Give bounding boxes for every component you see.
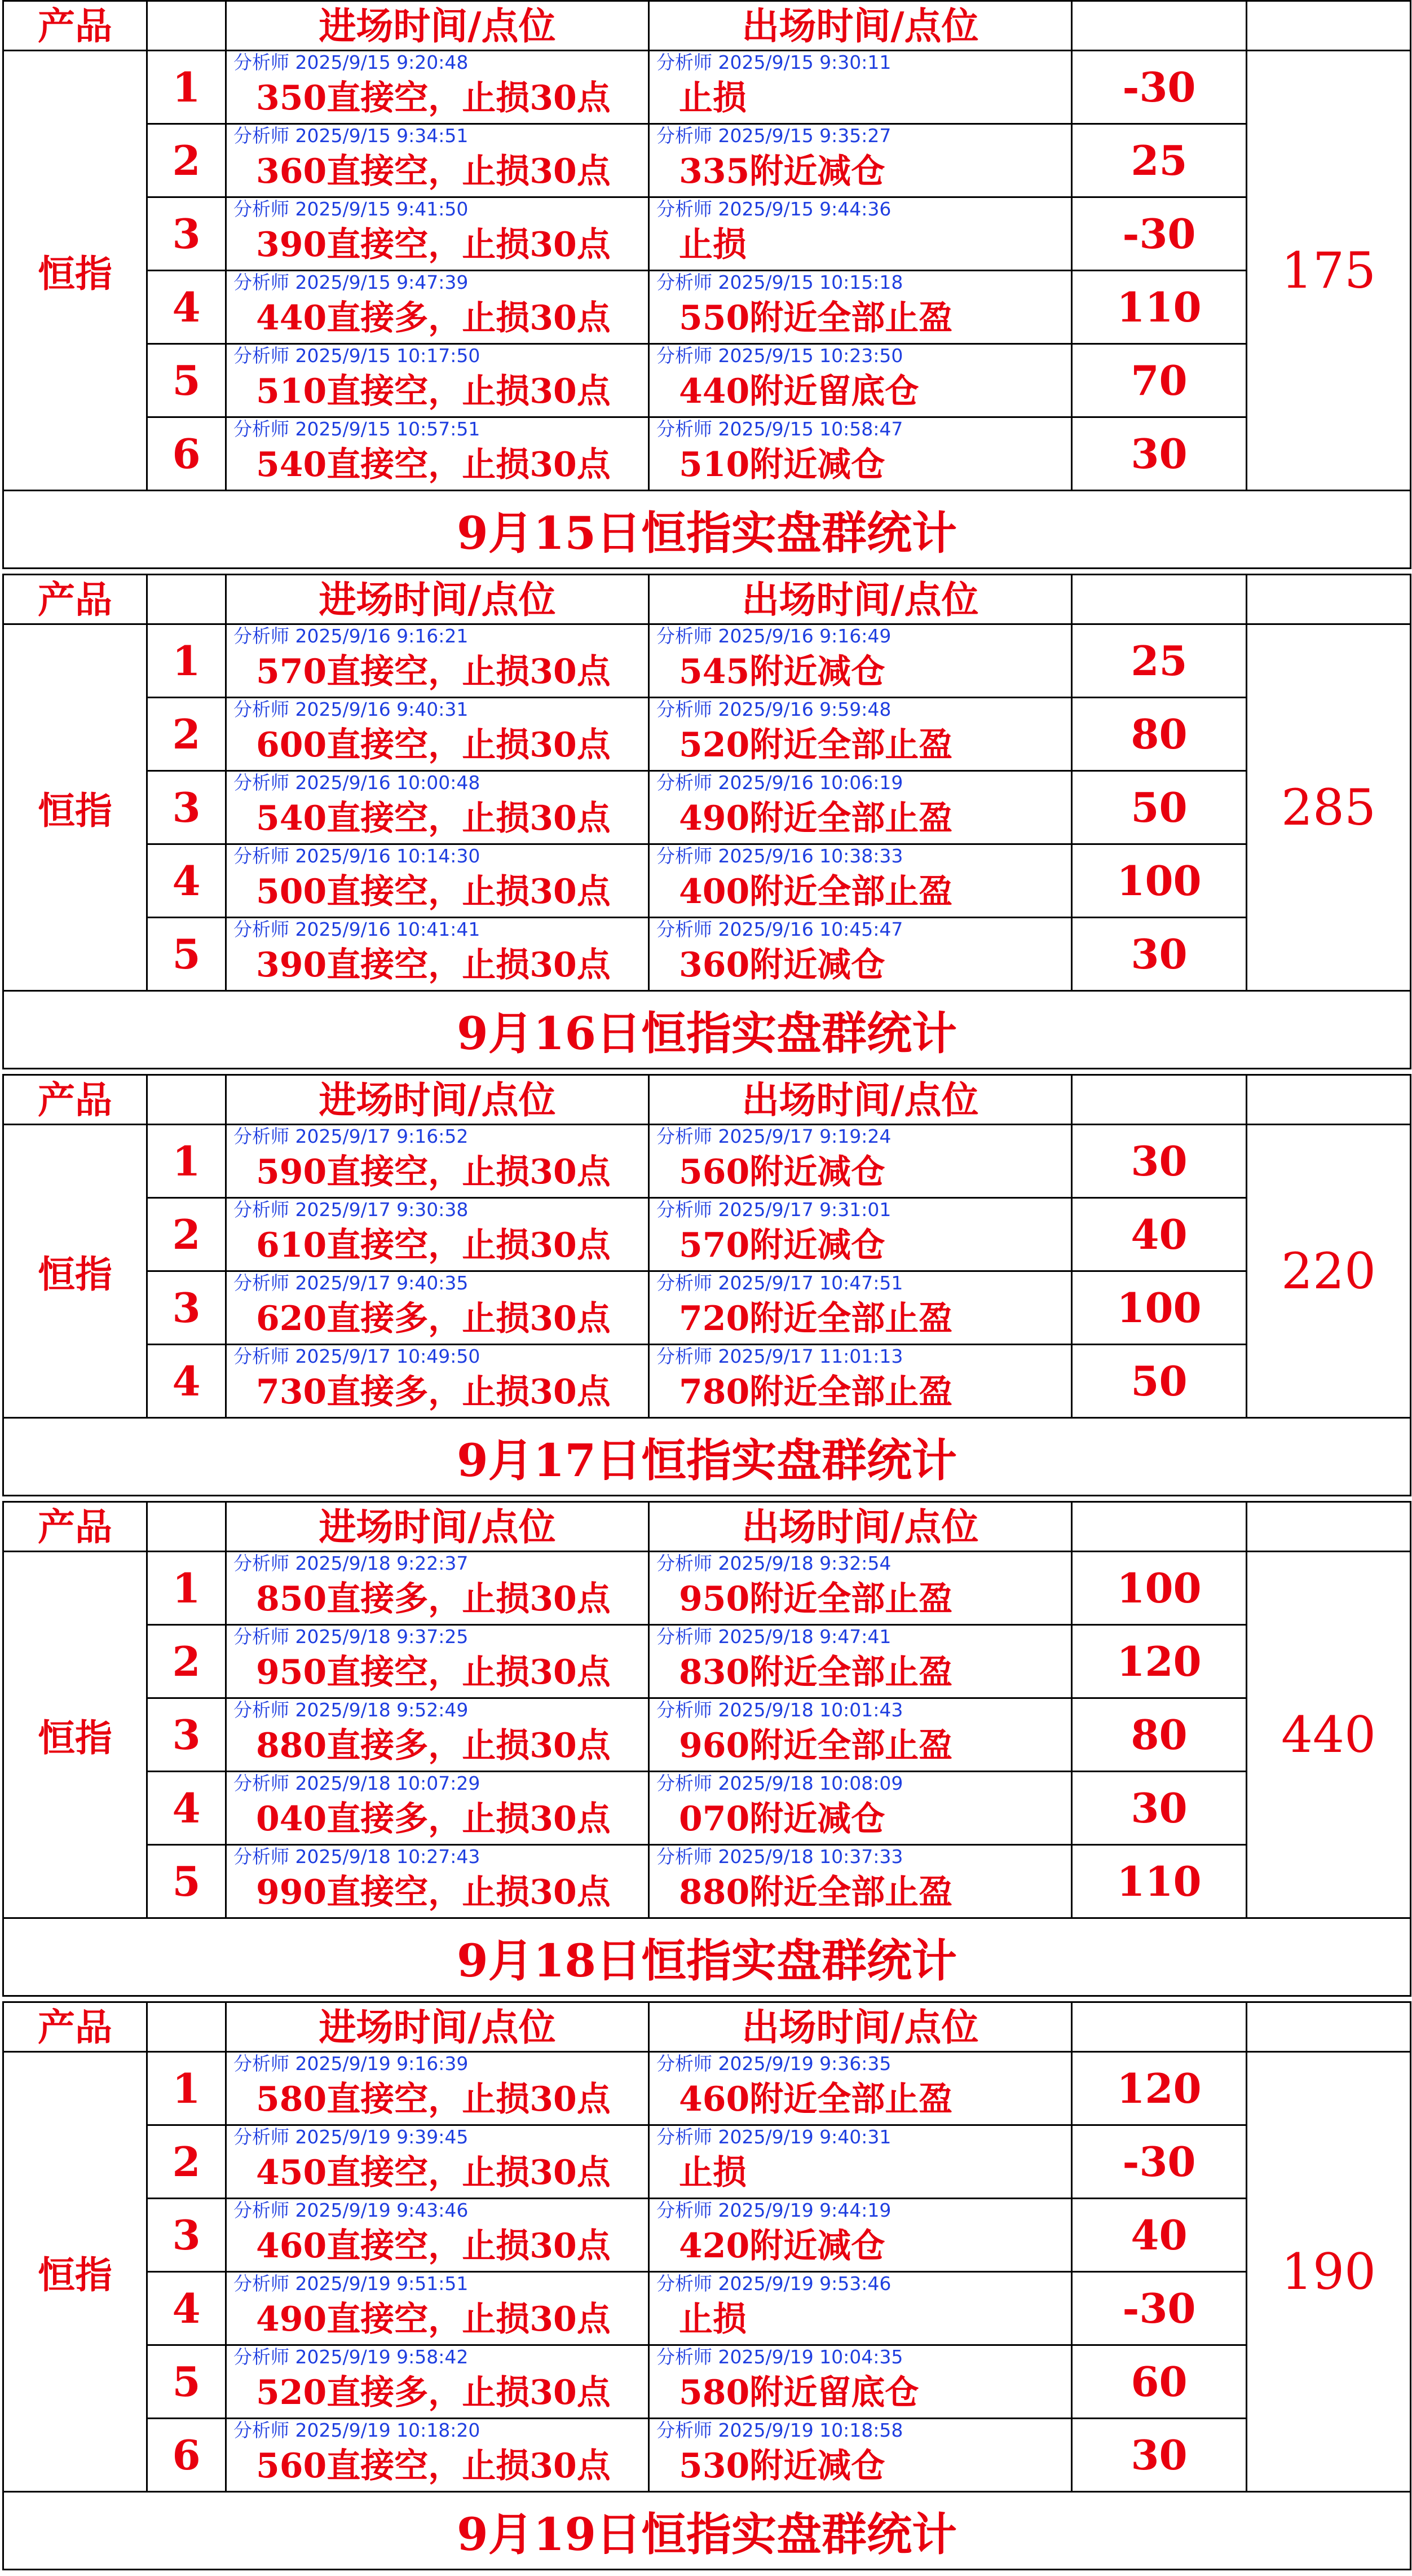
exit-cell: [649, 1625, 1072, 1698]
entry-instruction: 570直接空，止损30点: [256, 652, 611, 692]
exit-instruction: 070附近减仓: [679, 1799, 885, 1839]
exit-cell: [649, 698, 1072, 771]
exit-instruction: 510附近减仓: [679, 445, 885, 485]
table-row: [3, 2199, 1411, 2272]
product-header: 产品: [3, 1075, 147, 1125]
exit-instruction: 460附近全部止盈: [679, 2080, 953, 2119]
entry-instruction: 390直接空，止损30点: [256, 225, 611, 265]
product-cell: 恒指: [3, 1552, 147, 1918]
day-summary-title: 9月18日恒指实盘群统计: [3, 1918, 1411, 1996]
exit-timestamp: 分析师 2025/9/15 10:15:18: [656, 271, 903, 293]
table-row: [3, 1125, 1411, 1198]
exit-header: 出场时间/点位: [649, 575, 1072, 624]
entry-cell: [226, 1845, 649, 1918]
trade-number: 2: [147, 1198, 226, 1271]
exit-instruction: 止损: [679, 225, 747, 265]
trade-number: 4: [147, 271, 226, 344]
exit-instruction: 止损: [679, 2153, 747, 2192]
table-row: [3, 1698, 1411, 1772]
exit-timestamp: 分析师 2025/9/18 9:47:41: [656, 1626, 892, 1648]
entry-timestamp: 分析师 2025/9/15 9:41:50: [233, 198, 469, 220]
exit-cell: [649, 124, 1072, 197]
entry-instruction: 880直接多，止损30点: [256, 1726, 611, 1765]
entry-cell: [226, 698, 649, 771]
exit-cell: [649, 2419, 1072, 2492]
table-row: [3, 417, 1411, 491]
entry-instruction: 360直接空，止损30点: [256, 152, 611, 191]
points-value: -30: [1072, 197, 1247, 271]
footer-row: [3, 2492, 1411, 2570]
entry-instruction: 590直接空，止损30点: [256, 1152, 611, 1192]
header-row: [3, 2002, 1411, 2052]
total-header: [1247, 2002, 1411, 2052]
table-row: [3, 844, 1411, 918]
entry-timestamp: 分析师 2025/9/19 9:39:45: [233, 2126, 469, 2148]
exit-timestamp: 分析师 2025/9/16 10:06:19: [656, 772, 903, 794]
exit-timestamp: 分析师 2025/9/18 10:08:09: [656, 1772, 903, 1794]
points-value: 120: [1072, 2052, 1247, 2125]
product-header: 产品: [3, 1502, 147, 1552]
entry-instruction: 730直接多，止损30点: [256, 1372, 611, 1412]
entry-timestamp: 分析师 2025/9/15 9:34:51: [233, 125, 469, 147]
exit-instruction: 520附近全部止盈: [679, 725, 953, 765]
exit-cell: [649, 2125, 1072, 2199]
trade-number: 3: [147, 2199, 226, 2272]
exit-instruction: 880附近全部止盈: [679, 1873, 953, 1912]
exit-timestamp: 分析师 2025/9/15 10:58:47: [656, 418, 903, 440]
points-value: 30: [1072, 1772, 1247, 1845]
entry-timestamp: 分析师 2025/9/18 10:07:29: [233, 1772, 480, 1794]
entry-instruction: 040直接多，止损30点: [256, 1799, 611, 1839]
exit-cell: [649, 1552, 1072, 1625]
exit-timestamp: 分析师 2025/9/17 9:31:01: [656, 1199, 892, 1221]
table-row: [3, 197, 1411, 271]
exit-instruction: 830附近全部止盈: [679, 1653, 953, 1692]
exit-instruction: 570附近减仓: [679, 1226, 885, 1265]
exit-instruction: 止损: [679, 78, 747, 118]
exit-header: 出场时间/点位: [649, 1502, 1072, 1552]
exit-cell: [649, 844, 1072, 918]
table-row: [3, 51, 1411, 124]
day-table: [2, 0, 1411, 569]
exit-timestamp: 分析师 2025/9/15 9:35:27: [656, 125, 892, 147]
entry-cell: [226, 2052, 649, 2125]
exit-instruction: 550附近全部止盈: [679, 298, 953, 338]
entry-instruction: 580直接空，止损30点: [256, 2080, 611, 2119]
entry-cell: [226, 2125, 649, 2199]
table-row: [3, 1198, 1411, 1271]
points-value: 60: [1072, 2345, 1247, 2419]
exit-cell: [649, 417, 1072, 491]
table-row: [3, 2052, 1411, 2125]
entry-instruction: 450直接空，止损30点: [256, 2153, 611, 2192]
points-value: 40: [1072, 1198, 1247, 1271]
entry-header: 进场时间/点位: [226, 1075, 649, 1125]
entry-timestamp: 分析师 2025/9/17 10:49:50: [233, 1345, 480, 1367]
trade-number: 1: [147, 624, 226, 698]
entry-instruction: 560直接空，止损30点: [256, 2446, 611, 2486]
entry-timestamp: 分析师 2025/9/17 9:30:38: [233, 1199, 469, 1221]
points-value: 80: [1072, 698, 1247, 771]
entry-instruction: 390直接空，止损30点: [256, 945, 611, 985]
entry-cell: [226, 2419, 649, 2492]
entry-cell: [226, 1552, 649, 1625]
entry-timestamp: 分析师 2025/9/19 9:16:39: [233, 2053, 469, 2075]
exit-header: 出场时间/点位: [649, 1075, 1072, 1125]
entry-timestamp: 分析师 2025/9/19 9:58:42: [233, 2346, 469, 2368]
points-header: [1072, 1, 1247, 51]
exit-instruction: 420附近减仓: [679, 2226, 885, 2266]
product-cell: 恒指: [3, 51, 147, 491]
exit-cell: [649, 1845, 1072, 1918]
entry-header: 进场时间/点位: [226, 575, 649, 624]
number-header: [147, 1, 226, 51]
exit-instruction: 400附近全部止盈: [679, 872, 953, 911]
entry-cell: [226, 197, 649, 271]
points-value: -30: [1072, 2125, 1247, 2199]
points-value: 80: [1072, 1698, 1247, 1772]
trade-number: 3: [147, 1271, 226, 1345]
entry-timestamp: 分析师 2025/9/19 9:51:51: [233, 2273, 469, 2295]
exit-timestamp: 分析师 2025/9/18 10:37:33: [656, 1846, 903, 1868]
entry-timestamp: 分析师 2025/9/18 9:37:25: [233, 1626, 469, 1648]
table-row: [3, 1625, 1411, 1698]
day-summary-title: 9月15日恒指实盘群统计: [3, 491, 1411, 569]
entry-cell: [226, 844, 649, 918]
trade-number: 1: [147, 51, 226, 124]
entry-instruction: 850直接多，止损30点: [256, 1579, 611, 1619]
points-header: [1072, 1075, 1247, 1125]
exit-instruction: 530附近减仓: [679, 2446, 885, 2486]
entry-cell: [226, 1125, 649, 1198]
entry-cell: [226, 1198, 649, 1271]
exit-timestamp: 分析师 2025/9/16 9:16:49: [656, 625, 892, 647]
points-header: [1072, 2002, 1247, 2052]
entry-cell: [226, 1698, 649, 1772]
number-header: [147, 575, 226, 624]
exit-instruction: 440附近留底仓: [679, 372, 919, 411]
entry-cell: [226, 344, 649, 417]
exit-cell: [649, 271, 1072, 344]
trade-number: 1: [147, 2052, 226, 2125]
day-summary-title: 9月16日恒指实盘群统计: [3, 991, 1411, 1069]
trade-number: 4: [147, 844, 226, 918]
trade-number: 1: [147, 1125, 226, 1198]
entry-cell: [226, 51, 649, 124]
trade-number: 3: [147, 197, 226, 271]
table-row: [3, 2345, 1411, 2419]
total-header: [1247, 575, 1411, 624]
entry-timestamp: 分析师 2025/9/19 10:18:20: [233, 2419, 480, 2441]
entry-timestamp: 分析师 2025/9/19 9:43:46: [233, 2199, 469, 2221]
table-row: [3, 1271, 1411, 1345]
exit-cell: [649, 1698, 1072, 1772]
trade-number: 3: [147, 771, 226, 844]
entry-timestamp: 分析师 2025/9/16 10:00:48: [233, 772, 480, 794]
entry-cell: [226, 1271, 649, 1345]
trade-number: 5: [147, 2345, 226, 2419]
exit-cell: [649, 1198, 1072, 1271]
exit-instruction: 490附近全部止盈: [679, 799, 953, 838]
product-cell: 恒指: [3, 624, 147, 991]
points-value: 100: [1072, 1552, 1247, 1625]
product-header: 产品: [3, 575, 147, 624]
entry-cell: [226, 417, 649, 491]
entry-cell: [226, 1625, 649, 1698]
footer-row: [3, 991, 1411, 1069]
entry-cell: [226, 624, 649, 698]
header-row: [3, 1502, 1411, 1552]
exit-timestamp: 分析师 2025/9/18 9:32:54: [656, 1552, 892, 1574]
exit-timestamp: 分析师 2025/9/19 9:40:31: [656, 2126, 892, 2148]
exit-timestamp: 分析师 2025/9/19 10:18:58: [656, 2419, 903, 2441]
table-row: [3, 698, 1411, 771]
exit-cell: [649, 344, 1072, 417]
number-header: [147, 1075, 226, 1125]
points-value: -30: [1072, 2272, 1247, 2345]
day-total: 285: [1247, 624, 1411, 991]
exit-cell: [649, 1345, 1072, 1418]
trade-number: 2: [147, 2125, 226, 2199]
exit-timestamp: 分析师 2025/9/19 10:04:35: [656, 2346, 903, 2368]
entry-header: 进场时间/点位: [226, 2002, 649, 2052]
day-summary-title: 9月17日恒指实盘群统计: [3, 1418, 1411, 1496]
points-value: 70: [1072, 344, 1247, 417]
points-value: 30: [1072, 417, 1247, 491]
trade-number: 4: [147, 1772, 226, 1845]
number-header: [147, 1502, 226, 1552]
entry-timestamp: 分析师 2025/9/16 10:14:30: [233, 845, 480, 867]
points-value: 30: [1072, 1125, 1247, 1198]
exit-cell: [649, 1271, 1072, 1345]
entry-timestamp: 分析师 2025/9/16 9:40:31: [233, 698, 469, 720]
exit-instruction: 335附近减仓: [679, 152, 885, 191]
exit-instruction: 560附近减仓: [679, 1152, 885, 1192]
exit-instruction: 360附近减仓: [679, 945, 885, 985]
trade-number: 6: [147, 2419, 226, 2492]
exit-instruction: 545附近减仓: [679, 652, 885, 692]
day-total: 175: [1247, 51, 1411, 491]
exit-cell: [649, 197, 1072, 271]
product-header: 产品: [3, 2002, 147, 2052]
total-header: [1247, 1, 1411, 51]
exit-timestamp: 分析师 2025/9/15 10:23:50: [656, 345, 903, 367]
product-header: 产品: [3, 1, 147, 51]
exit-instruction: 950附近全部止盈: [679, 1579, 953, 1619]
table-row: [3, 2419, 1411, 2492]
trade-number: 1: [147, 1552, 226, 1625]
entry-instruction: 950直接空，止损30点: [256, 1653, 611, 1692]
points-value: 50: [1072, 1345, 1247, 1418]
entry-timestamp: 分析师 2025/9/16 9:16:21: [233, 625, 469, 647]
entry-instruction: 350直接空，止损30点: [256, 78, 611, 118]
number-header: [147, 2002, 226, 2052]
exit-cell: [649, 918, 1072, 991]
product-cell: 恒指: [3, 2052, 147, 2492]
entry-instruction: 460直接空，止损30点: [256, 2226, 611, 2266]
table-row: [3, 918, 1411, 991]
entry-cell: [226, 2345, 649, 2419]
trade-number: 3: [147, 1698, 226, 1772]
exit-cell: [649, 51, 1072, 124]
header-row: [3, 1, 1411, 51]
table-row: [3, 1845, 1411, 1918]
exit-instruction: 960附近全部止盈: [679, 1726, 953, 1765]
header-row: [3, 1075, 1411, 1125]
footer-row: [3, 1918, 1411, 1996]
day-total: 220: [1247, 1125, 1411, 1418]
day-total: 190: [1247, 2052, 1411, 2492]
day-table: [2, 2001, 1411, 2570]
exit-cell: [649, 1772, 1072, 1845]
exit-cell: [649, 2199, 1072, 2272]
entry-timestamp: 分析师 2025/9/15 9:20:48: [233, 51, 469, 73]
points-value: 110: [1072, 1845, 1247, 1918]
exit-timestamp: 分析师 2025/9/16 10:45:47: [656, 918, 903, 940]
entry-timestamp: 分析师 2025/9/15 10:17:50: [233, 345, 480, 367]
exit-timestamp: 分析师 2025/9/19 9:36:35: [656, 2053, 892, 2075]
exit-cell: [649, 771, 1072, 844]
trade-number: 6: [147, 417, 226, 491]
points-value: 25: [1072, 624, 1247, 698]
trade-number: 5: [147, 1845, 226, 1918]
table-row: [3, 1772, 1411, 1845]
entry-cell: [226, 771, 649, 844]
exit-timestamp: 分析师 2025/9/17 10:47:51: [656, 1272, 903, 1294]
entry-instruction: 510直接空，止损30点: [256, 372, 611, 411]
entry-cell: [226, 271, 649, 344]
exit-cell: [649, 2345, 1072, 2419]
exit-timestamp: 分析师 2025/9/18 10:01:43: [656, 1699, 903, 1721]
exit-header: 出场时间/点位: [649, 1, 1072, 51]
entry-timestamp: 分析师 2025/9/15 9:47:39: [233, 271, 469, 293]
exit-instruction: 580附近留底仓: [679, 2373, 919, 2412]
exit-timestamp: 分析师 2025/9/17 11:01:13: [656, 1345, 903, 1367]
exit-cell: [649, 2272, 1072, 2345]
trade-number: 4: [147, 2272, 226, 2345]
entry-timestamp: 分析师 2025/9/17 9:16:52: [233, 1125, 469, 1147]
entry-instruction: 520直接多，止损30点: [256, 2373, 611, 2412]
day-table: [2, 574, 1411, 1069]
exit-timestamp: 分析师 2025/9/15 9:30:11: [656, 51, 892, 73]
exit-timestamp: 分析师 2025/9/19 9:53:46: [656, 2273, 892, 2295]
trade-number: 2: [147, 698, 226, 771]
exit-instruction: 720附近全部止盈: [679, 1299, 953, 1338]
table-row: [3, 2272, 1411, 2345]
footer-row: [3, 491, 1411, 569]
entry-timestamp: 分析师 2025/9/18 9:52:49: [233, 1699, 469, 1721]
entry-instruction: 540直接空，止损30点: [256, 799, 611, 838]
entry-header: 进场时间/点位: [226, 1502, 649, 1552]
day-table: [2, 1501, 1411, 1997]
exit-timestamp: 分析师 2025/9/16 10:38:33: [656, 845, 903, 867]
exit-instruction: 780附近全部止盈: [679, 1372, 953, 1412]
entry-cell: [226, 2199, 649, 2272]
points-header: [1072, 575, 1247, 624]
table-row: [3, 344, 1411, 417]
footer-row: [3, 1418, 1411, 1496]
entry-timestamp: 分析师 2025/9/18 10:27:43: [233, 1846, 480, 1868]
entry-instruction: 610直接空，止损30点: [256, 1226, 611, 1265]
exit-cell: [649, 2052, 1072, 2125]
entry-header: 进场时间/点位: [226, 1, 649, 51]
entry-timestamp: 分析师 2025/9/17 9:40:35: [233, 1272, 469, 1294]
trade-number: 2: [147, 1625, 226, 1698]
points-value: 25: [1072, 124, 1247, 197]
table-row: [3, 2125, 1411, 2199]
total-header: [1247, 1075, 1411, 1125]
points-value: 40: [1072, 2199, 1247, 2272]
product-cell: 恒指: [3, 1125, 147, 1418]
day-summary-title: 9月19日恒指实盘群统计: [3, 2492, 1411, 2570]
exit-cell: [649, 624, 1072, 698]
table-row: [3, 1552, 1411, 1625]
table-row: [3, 271, 1411, 344]
exit-header: 出场时间/点位: [649, 2002, 1072, 2052]
points-value: 100: [1072, 844, 1247, 918]
entry-cell: [226, 1772, 649, 1845]
points-value: 30: [1072, 2419, 1247, 2492]
entry-cell: [226, 124, 649, 197]
exit-timestamp: 分析师 2025/9/15 9:44:36: [656, 198, 892, 220]
entry-instruction: 990直接空，止损30点: [256, 1873, 611, 1912]
trade-number: 2: [147, 124, 226, 197]
entry-instruction: 500直接空，止损30点: [256, 872, 611, 911]
table-row: [3, 124, 1411, 197]
entry-cell: [226, 918, 649, 991]
entry-cell: [226, 1345, 649, 1418]
exit-cell: [649, 1125, 1072, 1198]
entry-instruction: 490直接空，止损30点: [256, 2300, 611, 2339]
entry-timestamp: 分析师 2025/9/15 10:57:51: [233, 418, 480, 440]
exit-instruction: 止损: [679, 2300, 747, 2339]
trade-number: 5: [147, 344, 226, 417]
trade-number: 4: [147, 1345, 226, 1418]
points-value: -30: [1072, 51, 1247, 124]
entry-instruction: 620直接多，止损30点: [256, 1299, 611, 1338]
points-header: [1072, 1502, 1247, 1552]
day-table: [2, 1074, 1411, 1496]
header-row: [3, 575, 1411, 624]
table-row: [3, 624, 1411, 698]
day-total: 440: [1247, 1552, 1411, 1918]
trade-number: 5: [147, 918, 226, 991]
exit-timestamp: 分析师 2025/9/19 9:44:19: [656, 2199, 892, 2221]
entry-cell: [226, 2272, 649, 2345]
entry-timestamp: 分析师 2025/9/16 10:41:41: [233, 918, 480, 940]
points-value: 30: [1072, 918, 1247, 991]
entry-instruction: 540直接空，止损30点: [256, 445, 611, 485]
entry-instruction: 600直接空，止损30点: [256, 725, 611, 765]
points-value: 50: [1072, 771, 1247, 844]
entry-timestamp: 分析师 2025/9/18 9:22:37: [233, 1552, 469, 1574]
points-value: 100: [1072, 1271, 1247, 1345]
points-value: 120: [1072, 1625, 1247, 1698]
total-header: [1247, 1502, 1411, 1552]
table-row: [3, 1345, 1411, 1418]
entry-instruction: 440直接多，止损30点: [256, 298, 611, 338]
table-row: [3, 771, 1411, 844]
points-value: 110: [1072, 271, 1247, 344]
exit-timestamp: 分析师 2025/9/16 9:59:48: [656, 698, 892, 720]
exit-timestamp: 分析师 2025/9/17 9:19:24: [656, 1125, 892, 1147]
